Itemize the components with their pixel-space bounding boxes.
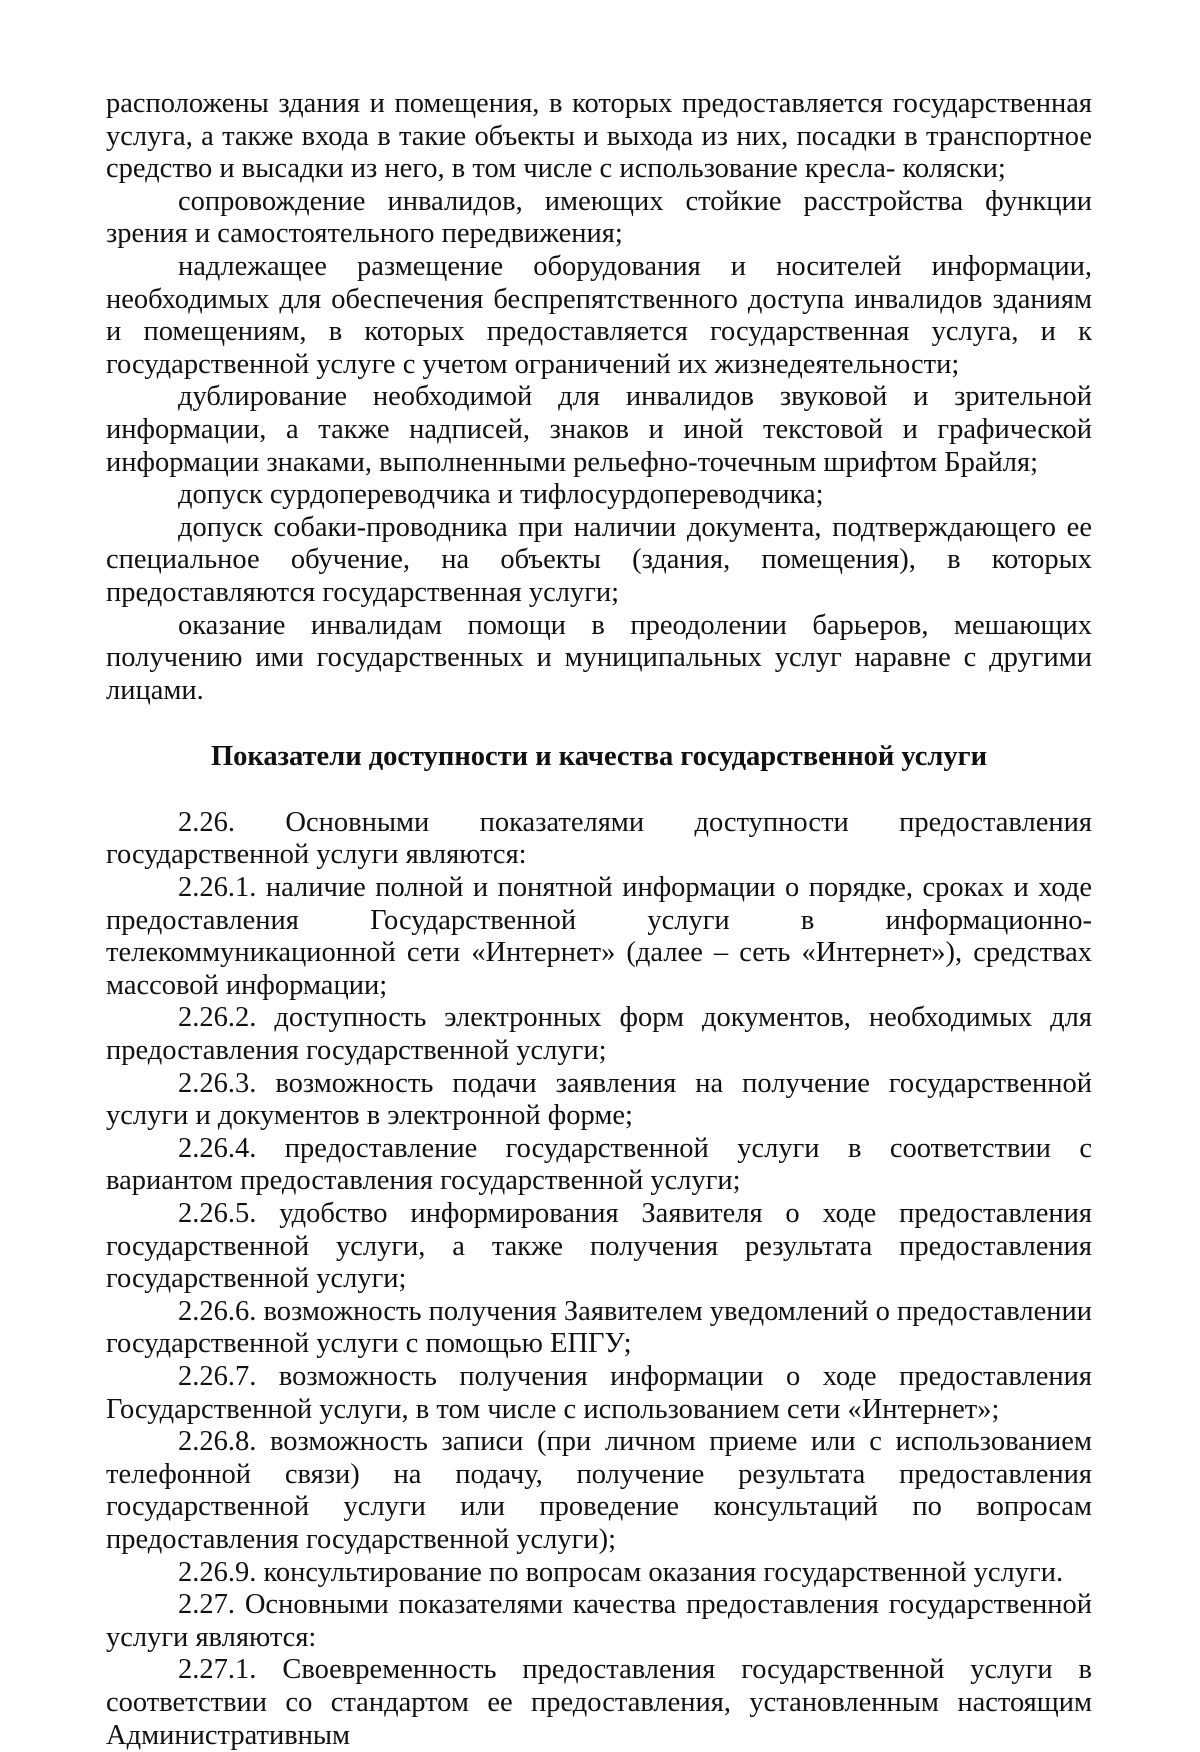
- paragraph: 2.26.6. возможность получения Заявителем уведомлений о предоставлении государственной услуги с помощью ЕПГУ;: [106, 1295, 1093, 1360]
- paragraph: 2.26.3. возможность подачи заявления на получение государственной услуги и документов в электронной форме;: [106, 1067, 1092, 1132]
- section-heading: Показатели доступности и качества государственной услуги: [210, 741, 988, 773]
- paragraph: допуск собаки-проводника при наличии документа, подтверждающего ее специальное обучение, на объекты (здания, помещения), в которых предоставляются государственная услуги;: [106, 511, 1092, 608]
- paragraph: сопровождение инвалидов, имеющих стойкие расстройства функции зрения и самостоятельного передвижения;: [106, 185, 1092, 250]
- paragraph: расположены здания и помещения, в которых предоставляется государственная услуга, а также входа в такие объекты и выхода из них, посадки в транспортное средство и высадки из него, в том числе с использование кресла- коляски;: [106, 88, 1092, 185]
- paragraph: оказание инвалидам помощи в преодолении барьеров, мешающих получению ими государственных и муниципальных услуг наравне с другими лицами.: [106, 609, 1092, 706]
- paragraph: 2.26.7. возможность получения информации о ходе предоставления Государственной услуги, в том числе с использованием сети «Интернет»;: [106, 1360, 1092, 1425]
- paragraph: дублирование необходимой для инвалидов звуковой и зрительной информации, а также надписей, знаков и иной текстовой и графической информации знаками, выполненными рельефно-точечным шрифтом Брайля;: [106, 381, 1092, 478]
- paragraph: 2.26.5. удобство информирования Заявителя о ходе предоставления государственной услуги, а также получения результата предоставления государственной услуги;: [106, 1198, 1092, 1295]
- paragraph: допуск сурдопереводчика и тифлосурдопереводчика;: [178, 479, 824, 511]
- paragraph: 2.26.8. возможность записи (при личном приеме или с использованием телефонной связи) на подачу, получение результата предоставления государственной услуги или проведение консультаций по вопросам предоставления государственной услуги);: [106, 1426, 1092, 1555]
- paragraph: 2.26.4. предоставление государственной услуги в соответствии с вариантом предоставления государственной услуги;: [106, 1132, 1092, 1197]
- paragraph: 2.27.1. Своевременность предоставления государственной услуги в соответствии со стандартом ее предоставления, установленным настоящим Административным: [106, 1654, 1092, 1751]
- paragraph: 2.26.1. наличие полной и понятной информации о порядке, сроках и ходе предоставления Государственной услуги в информационно-телекоммуникационной сети «Интернет» (далее – сеть «Интернет»), средствах массовой информации;: [106, 872, 1092, 1001]
- paragraph: 2.26.2. доступность электронных форм документов, необходимых для предоставления государственной услуги;: [106, 1002, 1092, 1067]
- paragraph: 2.26. Основными показателями доступности предоставления государственной услуги являются:: [106, 806, 1092, 871]
- paragraph: 2.27. Основными показателями качества предоставления государственной услуги являются:: [106, 1589, 1092, 1653]
- paragraph: надлежащее размещение оборудования и носителей информации, необходимых для обеспечения беспрепятственного доступа инвалидов зданиям и помещениям, в которых предоставляется государственная услуга, и к государственной услуге с учетом ограничений их жизнедеятельности;: [106, 250, 1092, 380]
- paragraph: 2.26.9. консультирование по вопросам оказания государственной услуги.: [178, 1556, 1064, 1588]
